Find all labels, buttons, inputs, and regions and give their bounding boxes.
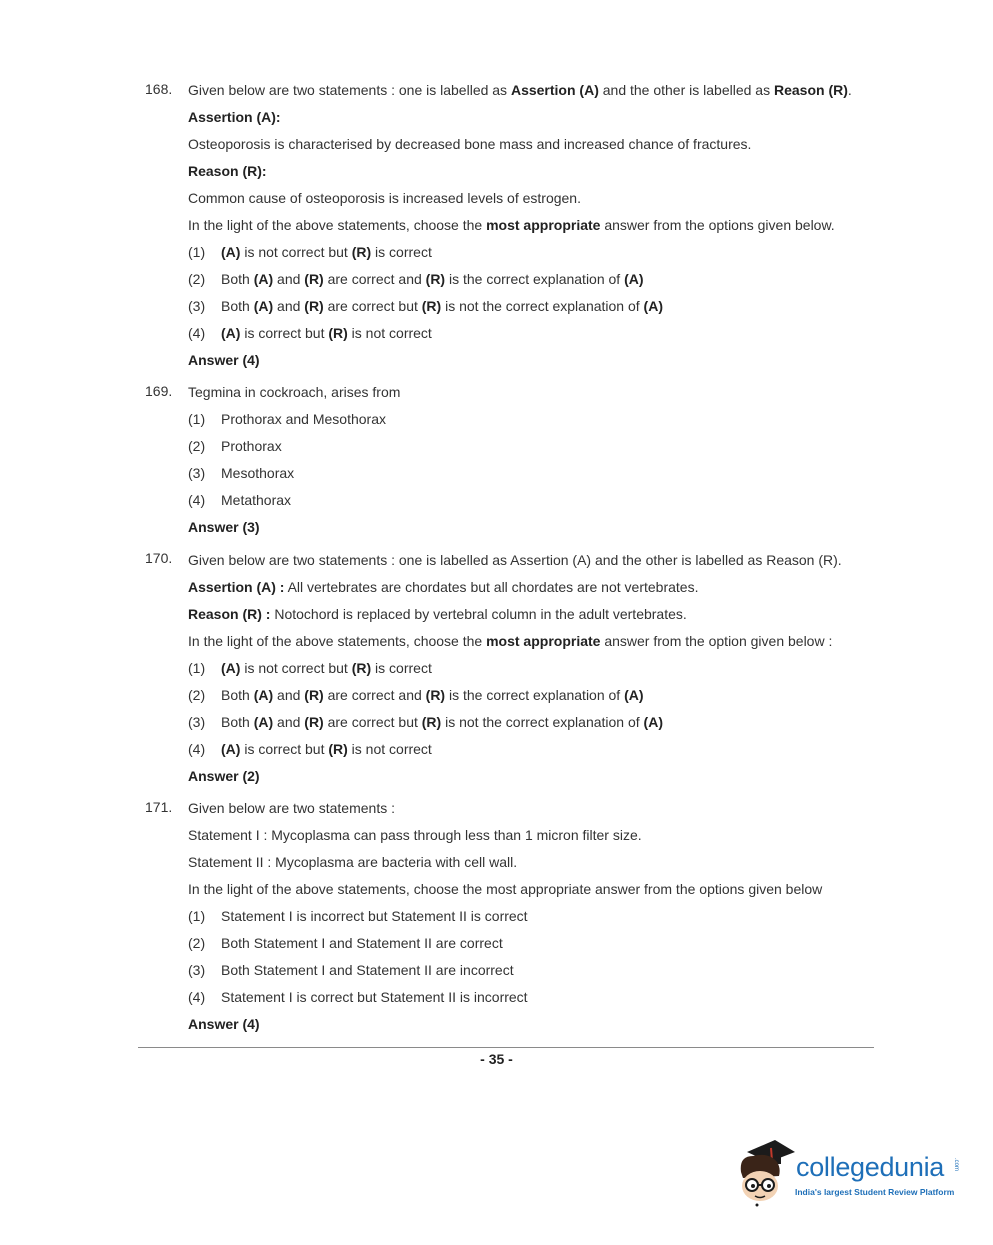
option-number: (1) [188, 411, 206, 427]
option-number: (4) [188, 325, 206, 341]
question-prompt: In the light of the above statements, choose the most appropriate answer from the options given below. [188, 217, 835, 233]
question-intro: Given below are two statements : [188, 800, 395, 816]
option-number: (1) [188, 244, 206, 260]
option-text: Both (A) and (R) are correct but (R) is not the correct explanation of (A) [221, 298, 663, 314]
option-text: Both (A) and (R) are correct and (R) is the correct explanation of (A) [221, 687, 644, 703]
answer: Answer (2) [188, 768, 260, 784]
reason-heading: Reason (R): [188, 163, 267, 179]
collegedunia-logo [735, 1138, 965, 1208]
reason-text: Common cause of osteoporosis is increased levels of estrogen. [188, 190, 581, 206]
option-number: (3) [188, 298, 206, 314]
option-text: (A) is correct but (R) is not correct [221, 741, 432, 757]
logo-tagline: India's largest Student Review Platform [795, 1187, 955, 1197]
option-number: (4) [188, 989, 206, 1005]
reason-line: Reason (R) : Notochord is replaced by vertebral column in the adult vertebrates. [188, 606, 687, 622]
statement-1: Statement I : Mycoplasma can pass through less than 1 micron filter size. [188, 827, 642, 843]
logo-com: .com [953, 1158, 959, 1172]
question-prompt: In the light of the above statements, choose the most appropriate answer from the option given below : [188, 633, 833, 649]
option-text: Both Statement I and Statement II are incorrect [221, 962, 514, 978]
option-number: (4) [188, 492, 206, 508]
option-text: Prothorax [221, 438, 282, 454]
page-number: - 35 - [480, 1051, 513, 1067]
option-number: (3) [188, 714, 206, 730]
option-number: (2) [188, 935, 206, 951]
question-text: Tegmina in cockroach, arises from [188, 384, 401, 400]
question-intro: Given below are two statements : one is labelled as Assertion (A) and the other is labelled as Reason (R). [188, 552, 842, 568]
answer: Answer (4) [188, 352, 260, 368]
option-text: (A) is not correct but (R) is correct [221, 660, 432, 676]
option-number: (2) [188, 687, 206, 703]
question-intro: Given below are two statements : one is labelled as Assertion (A) and the other is labelled as Reason (R). [188, 82, 852, 98]
assertion-heading: Assertion (A): [188, 109, 281, 125]
option-number: (2) [188, 271, 206, 287]
option-text: (A) is not correct but (R) is correct [221, 244, 432, 260]
assertion-text: Osteoporosis is characterised by decreased bone mass and increased chance of fractures. [188, 136, 752, 152]
option-number: (1) [188, 660, 206, 676]
question-number: 168. [145, 81, 173, 97]
option-text: Mesothorax [221, 465, 295, 481]
question-number: 170. [145, 550, 173, 566]
option-text: Both (A) and (R) are correct but (R) is not the correct explanation of (A) [221, 714, 663, 730]
option-text: Both Statement I and Statement II are correct [221, 935, 503, 951]
option-number: (1) [188, 908, 206, 924]
option-text: Statement I is incorrect but Statement II is correct [221, 908, 528, 924]
question-number: 171. [145, 799, 173, 815]
option-text: Both (A) and (R) are correct and (R) is the correct explanation of (A) [221, 271, 644, 287]
option-number: (3) [188, 465, 206, 481]
option-number: (3) [188, 962, 206, 978]
mascot-icon [735, 1138, 797, 1208]
question-number: 169. [145, 383, 173, 399]
option-text: Statement I is correct but Statement II is incorrect [221, 989, 528, 1005]
answer: Answer (3) [188, 519, 260, 535]
question-prompt: In the light of the above statements, choose the most appropriate answer from the options given below [188, 881, 823, 897]
statement-2: Statement II : Mycoplasma are bacteria with cell wall. [188, 854, 518, 870]
option-number: (2) [188, 438, 206, 454]
assertion-line: Assertion (A) : All vertebrates are chordates but all chordates are not vertebrates. [188, 579, 699, 595]
option-number: (4) [188, 741, 206, 757]
logo-wordmark: collegedunia [796, 1152, 945, 1182]
footer-divider [138, 1047, 874, 1048]
option-text: Metathorax [221, 492, 292, 508]
answer: Answer (4) [188, 1016, 260, 1032]
option-text: (A) is correct but (R) is not correct [221, 325, 432, 341]
option-text: Prothorax and Mesothorax [221, 411, 386, 427]
